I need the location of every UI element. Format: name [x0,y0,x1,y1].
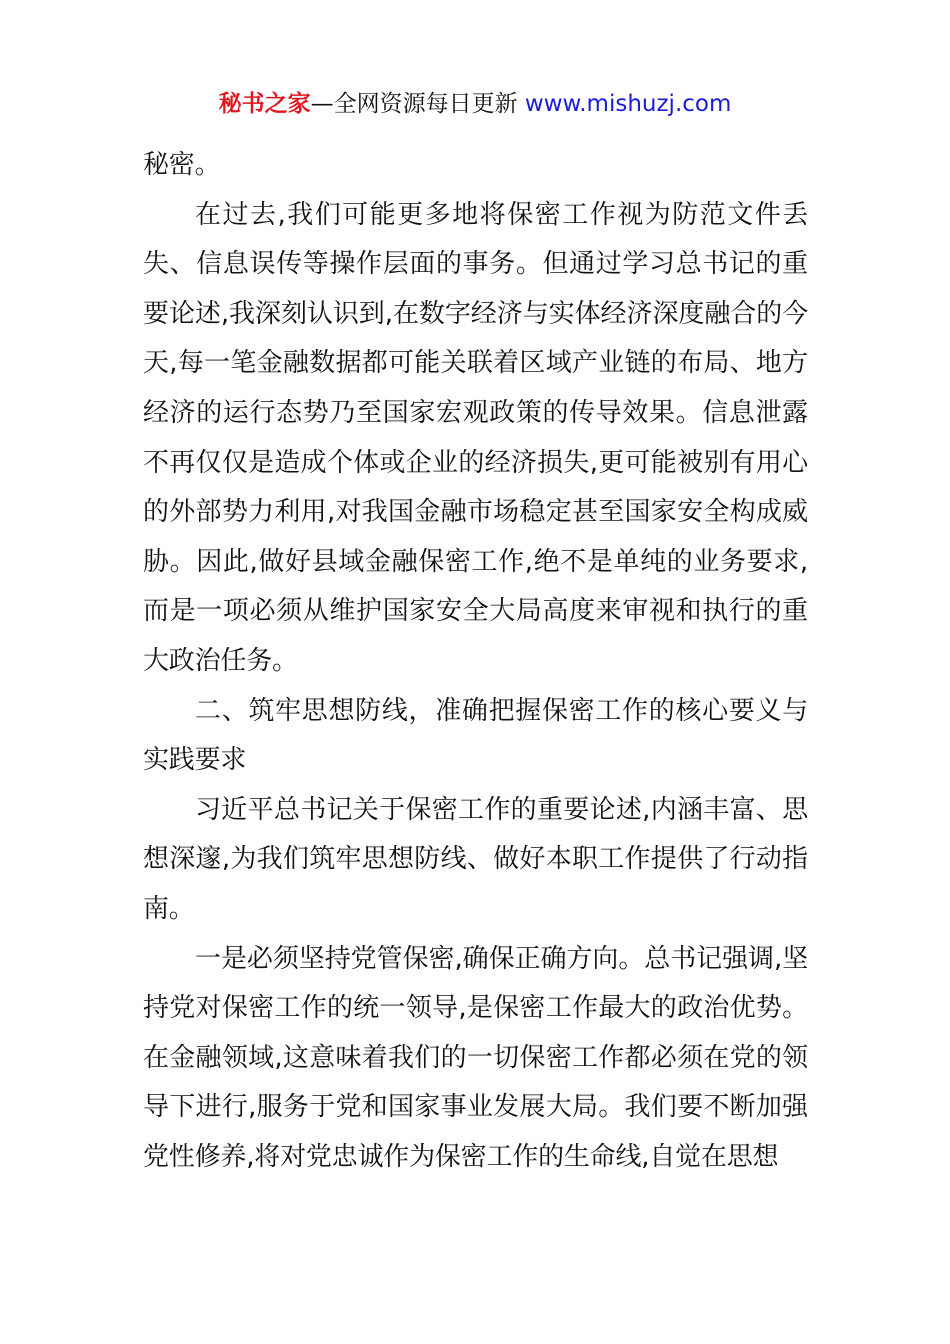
paragraph: 秘密。 [143,150,221,180]
paragraph: 在过去,我们可能更多地将保密工作视为防范文件丢失、信息误传等操作层面的事务。但通过学习总书记的重要论述,我深刻认识到,在数字经济与实体经济深度融合的今天,每一笔金融数据都可能关联着区域产业链的布局、地方经济的运行态势乃至国家宏观政策的传导效果。信息泄露不再仅仅是造成个体或企业的经济损失,更可能被别有用心的外部势力利用,对我国金融市场稳定甚至国家安全构成威胁。因此,做好县域金融保密工作,绝不是单纯的业务要求,而是一项必须从维护国家安全大局高度来审视和执行的重大政治任务。 [143,199,808,676]
header-url-link[interactable]: www.mishuzj.com [524,91,732,117]
paragraph: 习近平总书记关于保密工作的重要论述,内涵丰富、思想深邃,为我们筑牢思想防线、做好本职工作提供了行动指南。 [143,794,808,924]
page-header [0,88,950,120]
paragraph: 一是必须坚持党管保密,确保正确方向。总书记强调,坚持党对保密工作的统一领导,是保密工作最大的政治优势。在金融领域,这意味着我们的一切保密工作都必须在党的领导下进行,服务于党和国家事业发展大局。我们要不断加强党性修养,将对党忠诚作为保密工作的生命线,自觉在思想 [143,943,808,1172]
header-brand: 秘书之家 [218,91,311,117]
header-tagline: —全网资源每日更新 [310,91,525,117]
section-heading: 二、筑牢思想防线，准确把握保密工作的核心要义与实践要求 [143,695,808,776]
document-body [143,141,808,1182]
